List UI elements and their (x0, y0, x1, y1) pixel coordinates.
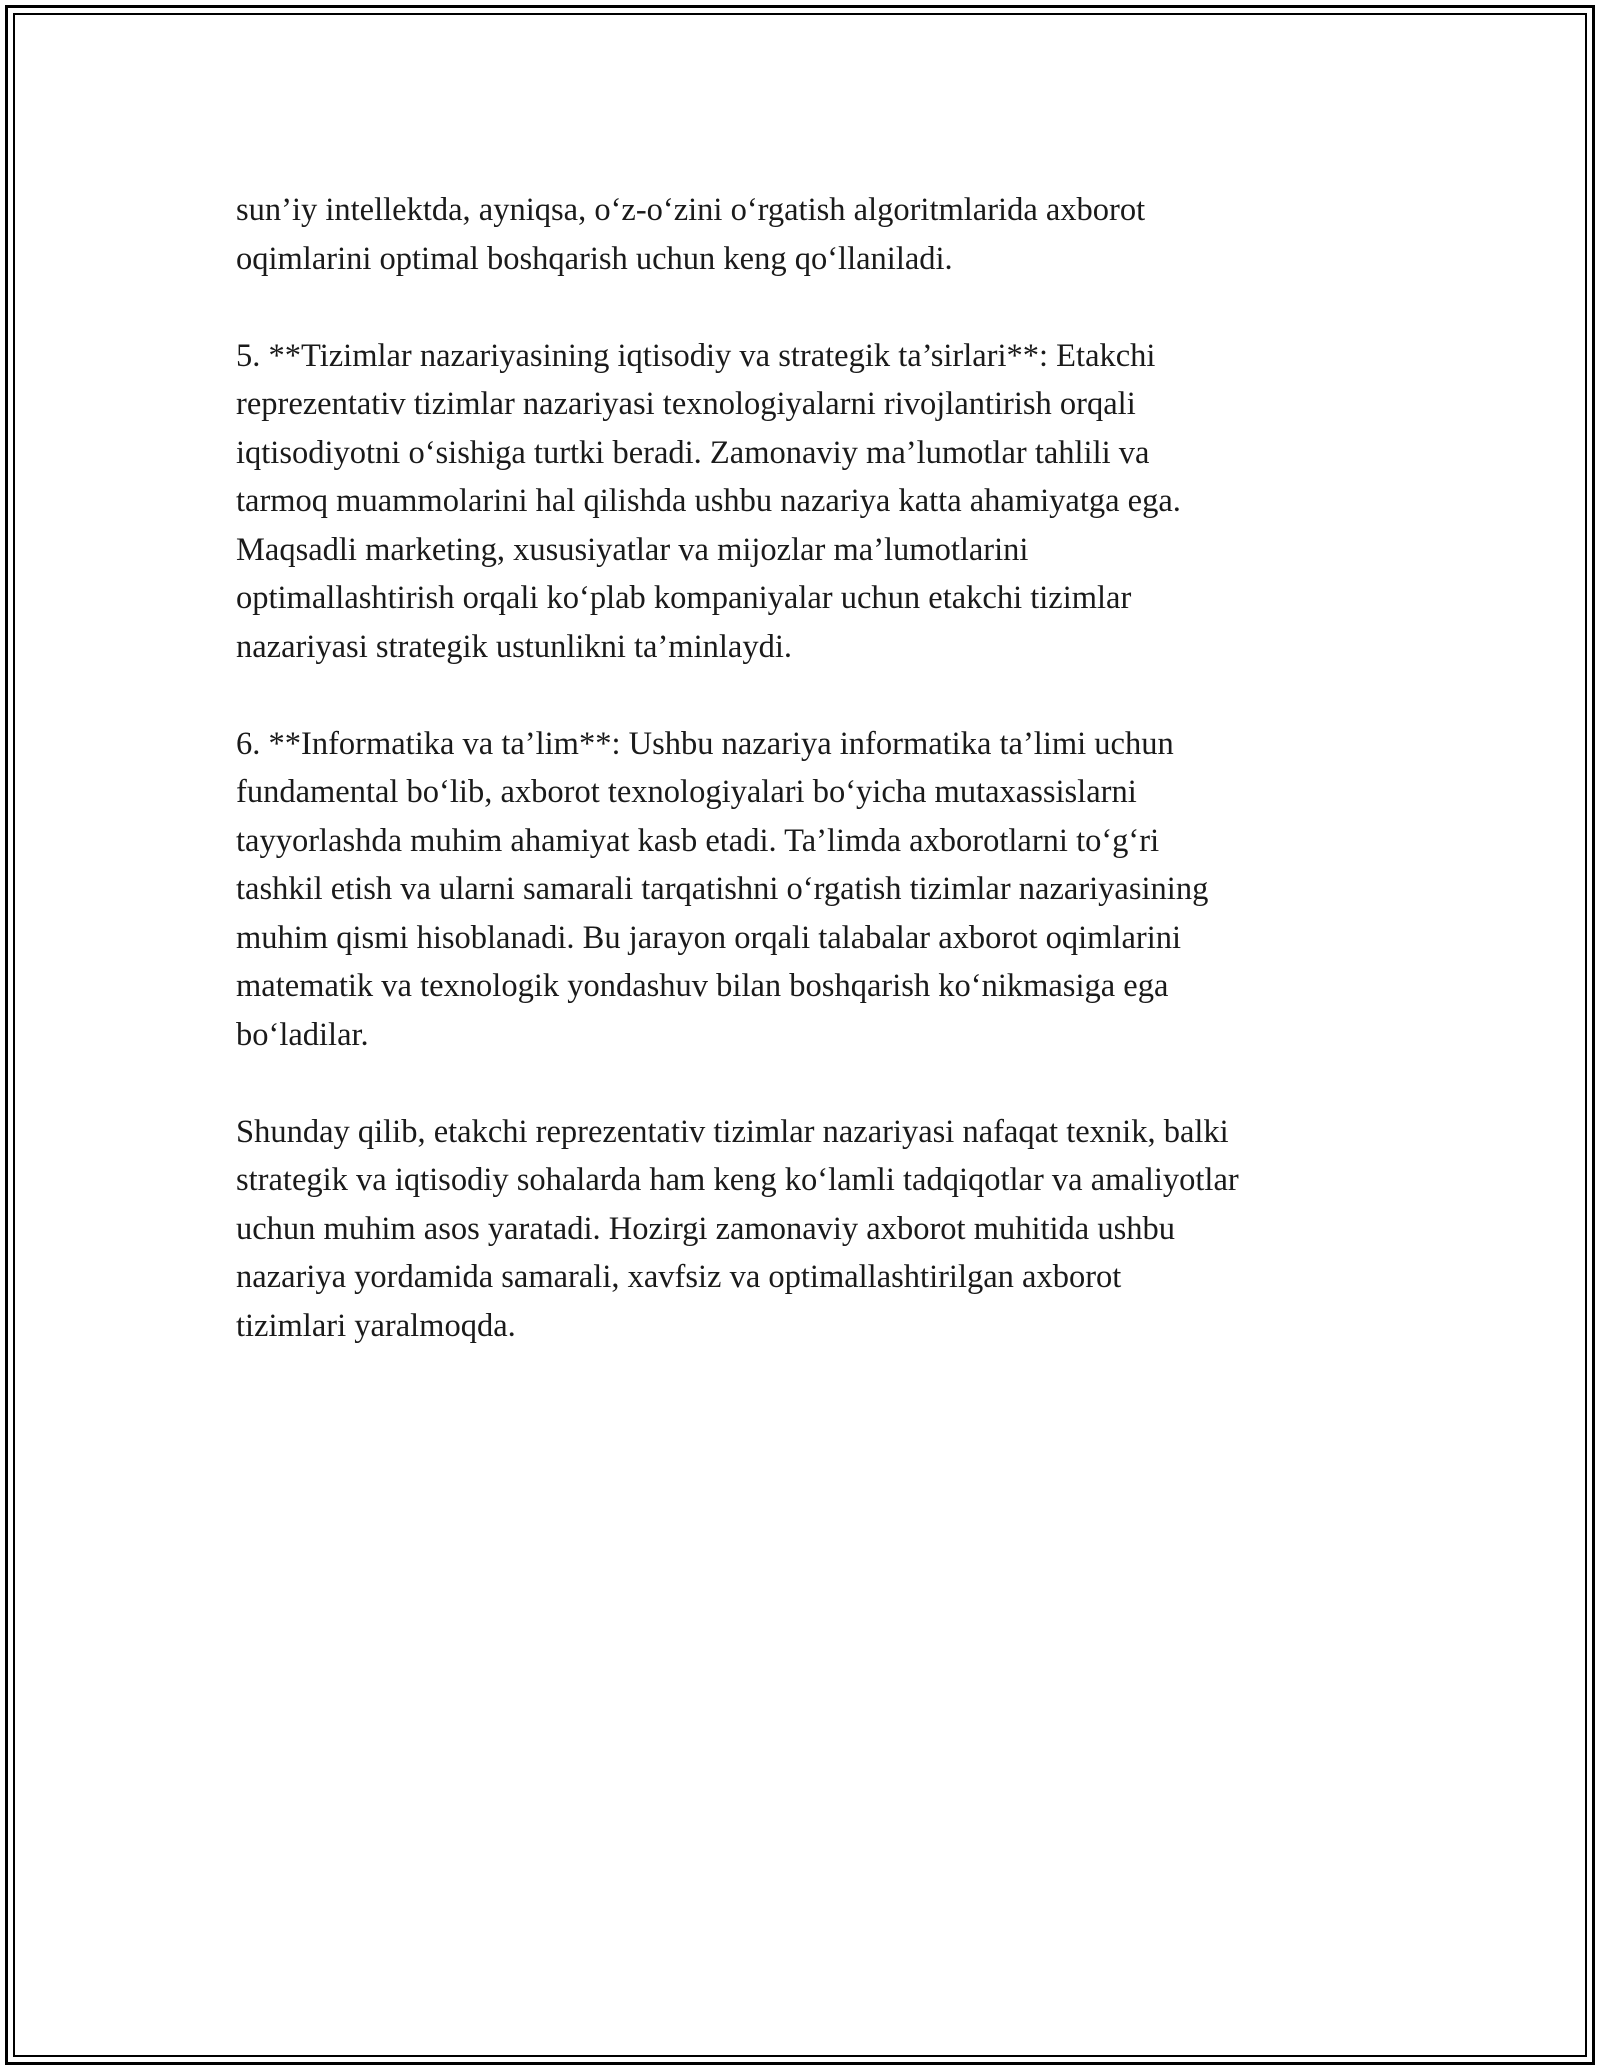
paragraph-item-6: 6. **Informatika va ta’lim**: Ushbu nazariya informatika ta’limi uchun fundamental bo‘lib, axborot texnologiyalari bo‘yicha mutaxassislarni tayyorlashda muhim ahamiyat kasb etadi. Ta’limda axborotlarni to‘g‘ri tashkil etish va ularni samarali tarqatishni o‘rgatish tizimlar nazariyasining muhim qismi hisoblanadi. Bu jarayon orqali talabalar axborot oqimlarini matematik va texnologik yondashuv bilan boshqarish ko‘nikmasiga ega bo‘ladilar. (236, 725, 1209, 1053)
paragraph-continuation: sun’iy intellektda, ayniqsa, o‘z-o‘zini o‘rgatish algoritmlarida axborot oqimlarini optimal boshqarish uchun keng qo‘llaniladi. (236, 192, 1146, 277)
paragraph-conclusion: Shunday qilib, etakchi reprezentativ tizimlar nazariyasi nafaqat texnik, balki strategik va iqtisodiy sohalarda ham keng ko‘lamli tadqiqotlar va amaliyotlar uchun muhim asos yaratadi. Hozirgi zamonaviy axborot muhitida ushbu nazariya yordamida samarali, xavfsiz va optimallashtirilgan axborot tizimlari yaralmoqda. (236, 1113, 1239, 1344)
document-body (236, 186, 1396, 1399)
paragraph-item-5: 5. **Tizimlar nazariyasining iqtisodiy va strategik ta’sirlari**: Etakchi reprezentativ tizimlar nazariyasi texnologiyalarni rivojlantirish orqali iqtisodiyotni o‘sishiga turtki beradi. Zamonaviy ma’lumotlar tahlili va tarmoq muammolarini hal qilishda ushbu nazariya katta ahamiyatga ega. Maqsadli marketing, xususiyatlar va mijozlar ma’lumotlarini optimallashtirish orqali ko‘plab kompaniyalar uchun etakchi tizimlar nazariyasi strategik ustunlikni ta’minlaydi. (236, 337, 1181, 665)
